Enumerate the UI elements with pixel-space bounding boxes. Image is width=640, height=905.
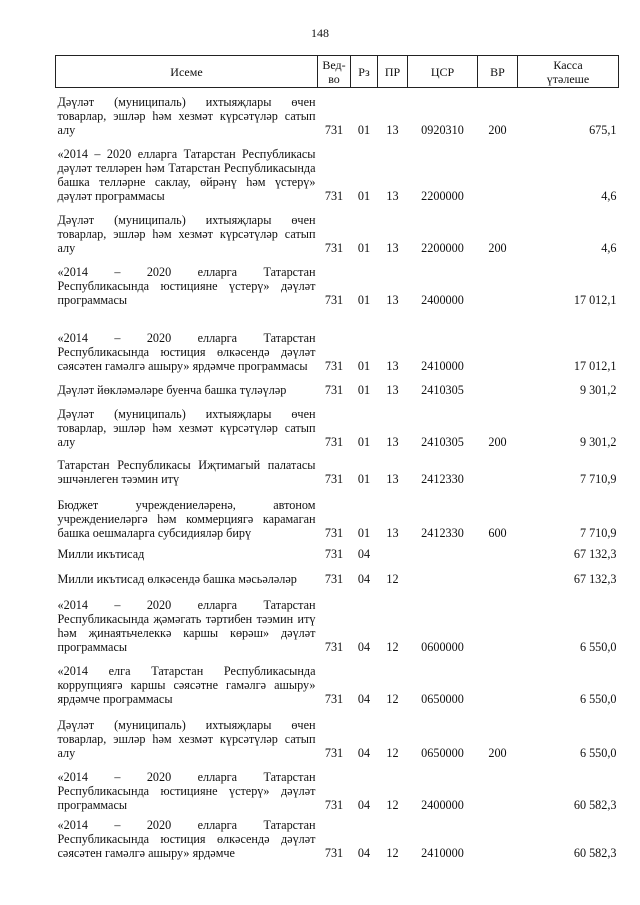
row-sum: 6 550,0	[579, 691, 617, 706]
header-vr: ВР	[478, 56, 518, 88]
row-pr: 13	[386, 292, 399, 307]
row-rz: 04	[357, 797, 371, 812]
row-vr	[478, 586, 518, 654]
row-rz: 04	[357, 546, 371, 561]
header-pr: ПР	[378, 56, 408, 88]
row-rz: 01	[357, 358, 371, 373]
row-ved: 731	[324, 691, 344, 706]
row-name: Дәүләт (муниципаль) ихтыяҗлары өчен товарлар, эшләр һәм хезмәт күрсәтүләр сатып алу	[57, 212, 316, 255]
row-vr	[478, 812, 518, 860]
table-row	[56, 203, 619, 255]
row-csr: 0650000	[421, 745, 464, 760]
row-sum: 67 132,3	[573, 546, 617, 561]
row-ved: 731	[324, 240, 344, 255]
row-name: «2014 – 2020 елларга Татарстан Республикасында юстицияне үстерү» дәүләт программасы	[57, 264, 316, 307]
row-rz: 04	[357, 745, 371, 760]
row-sum: 675,1	[589, 122, 617, 137]
row-ved: 731	[324, 639, 344, 654]
row-sum: 9 301,2	[579, 434, 617, 449]
header-sum-line1: Касса	[553, 57, 583, 72]
table-row	[56, 449, 619, 486]
row-name: Дәүләт (муниципаль) ихтыяҗлары өчен товарлар, эшләр һәм хезмәт күрсәтүләр сатып алу	[57, 94, 316, 137]
row-sum: 60 582,3	[573, 797, 617, 812]
row-sum: 17 012,1	[573, 358, 617, 373]
row-sum: 6 550,0	[579, 745, 617, 760]
table-row	[56, 486, 619, 540]
row-sum: 6 550,0	[579, 639, 617, 654]
row-sum: 7 710,9	[579, 525, 617, 540]
row-name: «2014 – 2020 елларга Татарстан Республикасында юстиция өлкәсендә дәүләт сәясәтен гамәлгә ашыру» ярдәмче программасы	[57, 330, 316, 373]
row-vr: 200	[488, 122, 507, 137]
row-pr: 12	[386, 845, 399, 860]
row-csr: 0920310	[421, 122, 464, 137]
row-name: Милли икътисад өлкәсендә башка мәсьәләләр	[57, 571, 297, 586]
row-rz: 01	[357, 292, 371, 307]
row-csr: 2412330	[421, 525, 464, 540]
table-row	[56, 561, 619, 586]
row-csr: 2400000	[421, 292, 464, 307]
row-pr: 12	[386, 639, 399, 654]
table-row	[56, 307, 619, 373]
row-pr: 13	[386, 525, 399, 540]
header-ved	[318, 56, 351, 88]
row-csr: 2410305	[421, 382, 464, 397]
row-vr	[478, 561, 518, 586]
row-vr	[478, 373, 518, 397]
row-pr: 13	[386, 382, 399, 397]
row-rz: 04	[357, 639, 371, 654]
header-name: Исеме	[56, 56, 318, 88]
table-row	[56, 255, 619, 307]
row-name: «2014 – 2020 елларга Татарстан Республикасында юстиция өлкәсендә дәүләт сәясәтен гамәлгә ашыру» ярдәмче	[57, 817, 316, 860]
row-pr: 13	[386, 240, 399, 255]
row-csr: 0600000	[421, 639, 464, 654]
table-row	[56, 706, 619, 760]
row-name: Милли икътисад	[57, 546, 145, 561]
row-csr: 2412330	[421, 471, 464, 486]
row-csr: 2200000	[421, 188, 464, 203]
row-ved: 731	[324, 382, 344, 397]
table-row	[56, 137, 619, 203]
row-vr: 200	[488, 434, 507, 449]
header-rz: Рз	[351, 56, 378, 88]
table-row	[56, 654, 619, 706]
row-rz: 04	[357, 691, 371, 706]
row-ved: 731	[324, 546, 344, 561]
row-rz: 01	[357, 471, 371, 486]
row-pr	[378, 540, 408, 561]
page-number: 148	[311, 26, 329, 40]
row-ved: 731	[324, 471, 344, 486]
row-rz: 04	[357, 845, 371, 860]
row-sum: 60 582,3	[573, 845, 617, 860]
header-ved-line1: Вед-	[322, 57, 346, 72]
row-name: Бюджет учреждениеләренә, автоном учреждениеләргә һәм коммерциягә карамаган башка оешмаларга субсидияләр бирү	[57, 497, 316, 540]
row-sum: 17 012,1	[573, 292, 617, 307]
table-row	[56, 540, 619, 561]
row-rz: 01	[357, 188, 371, 203]
row-ved: 731	[324, 797, 344, 812]
row-pr: 12	[386, 797, 399, 812]
row-name: «2014 – 2020 елларга Татарстан Республикасында җәмәгать тәртибен тәэмин итү һәм җинаятьчелеккә каршы көрәш» дәүләт программасы	[57, 597, 316, 654]
row-pr: 12	[386, 571, 399, 586]
row-name: «2014 – 2020 елларга Татарстан Республикасында юстицияне үстерү» дәүләт программасы	[57, 769, 316, 812]
table-row	[56, 397, 619, 449]
row-rz: 01	[357, 382, 371, 397]
row-pr: 13	[386, 471, 399, 486]
row-ved: 731	[324, 745, 344, 760]
row-ved: 731	[324, 188, 344, 203]
row-rz: 01	[357, 434, 371, 449]
row-ved: 731	[324, 434, 344, 449]
row-sum: 67 132,3	[573, 571, 617, 586]
row-pr: 12	[386, 691, 399, 706]
row-vr	[478, 654, 518, 706]
row-rz: 01	[357, 525, 371, 540]
row-vr: 200	[488, 745, 507, 760]
row-name: «2014 – 2020 елларга Татарстан Республикасы дәүләт телләрен һәм Татарстан Республикасында башка телләрне саклау, өйрәнү һәм үстерү» дәүләт программасы	[57, 146, 316, 203]
row-vr	[478, 307, 518, 373]
row-vr	[478, 255, 518, 307]
table-row	[56, 88, 619, 137]
row-csr: 2410305	[421, 434, 464, 449]
row-csr: 2400000	[421, 797, 464, 812]
table-row	[56, 373, 619, 397]
header-csr: ЦСР	[408, 56, 478, 88]
row-name: Татарстан Республикасы Иҗтимагый палатасы эшчәнлеген тәэмин итү	[57, 457, 316, 486]
row-name: Дәүләт (муниципаль) ихтыяҗлары өчен товарлар, эшләр һәм хезмәт күрсәтүләр сатып алу	[57, 717, 316, 760]
row-vr	[478, 449, 518, 486]
row-rz: 04	[357, 571, 371, 586]
row-ved: 731	[324, 122, 344, 137]
row-pr: 13	[386, 434, 399, 449]
row-sum: 4,6	[601, 188, 617, 203]
row-csr	[408, 561, 478, 586]
budget-table	[55, 55, 619, 860]
row-sum: 9 301,2	[579, 382, 617, 397]
table-header-row	[56, 56, 619, 88]
row-csr: 2410000	[421, 358, 464, 373]
row-pr: 12	[386, 745, 399, 760]
row-csr: 2200000	[421, 240, 464, 255]
header-sum-line2: үтәлеше	[546, 71, 590, 86]
row-vr	[478, 540, 518, 561]
row-sum: 7 710,9	[579, 471, 617, 486]
row-vr: 600	[488, 525, 507, 540]
row-ved: 731	[324, 358, 344, 373]
row-sum: 4,6	[601, 240, 617, 255]
row-ved: 731	[324, 845, 344, 860]
row-csr: 0650000	[421, 691, 464, 706]
table-row	[56, 586, 619, 654]
row-name: Дәүләт (муниципаль) ихтыяҗлары өчен товарлар, эшләр һәм хезмәт күрсәтүләр сатып алу	[57, 406, 316, 449]
header-sum	[518, 56, 619, 88]
row-name: Дәүләт йөкләмәләре буенча башка түләүләр	[57, 382, 287, 397]
row-rz: 01	[357, 240, 371, 255]
row-ved: 731	[324, 571, 344, 586]
row-csr	[408, 540, 478, 561]
header-ved-line2: во	[328, 71, 340, 86]
row-vr	[478, 137, 518, 203]
row-csr: 2410000	[421, 845, 464, 860]
row-vr	[478, 760, 518, 812]
row-pr: 13	[386, 188, 399, 203]
row-ved: 731	[324, 525, 344, 540]
row-rz: 01	[357, 122, 371, 137]
table-row	[56, 760, 619, 812]
row-pr: 13	[386, 122, 399, 137]
row-name: «2014 елга Татарстан Республикасында коррупциягә каршы сәясәтне гамәлгә ашыру» ярдәмче программасы	[57, 663, 316, 706]
table-row	[56, 812, 619, 860]
row-pr: 13	[386, 358, 399, 373]
row-ved: 731	[324, 292, 344, 307]
row-vr: 200	[488, 240, 507, 255]
